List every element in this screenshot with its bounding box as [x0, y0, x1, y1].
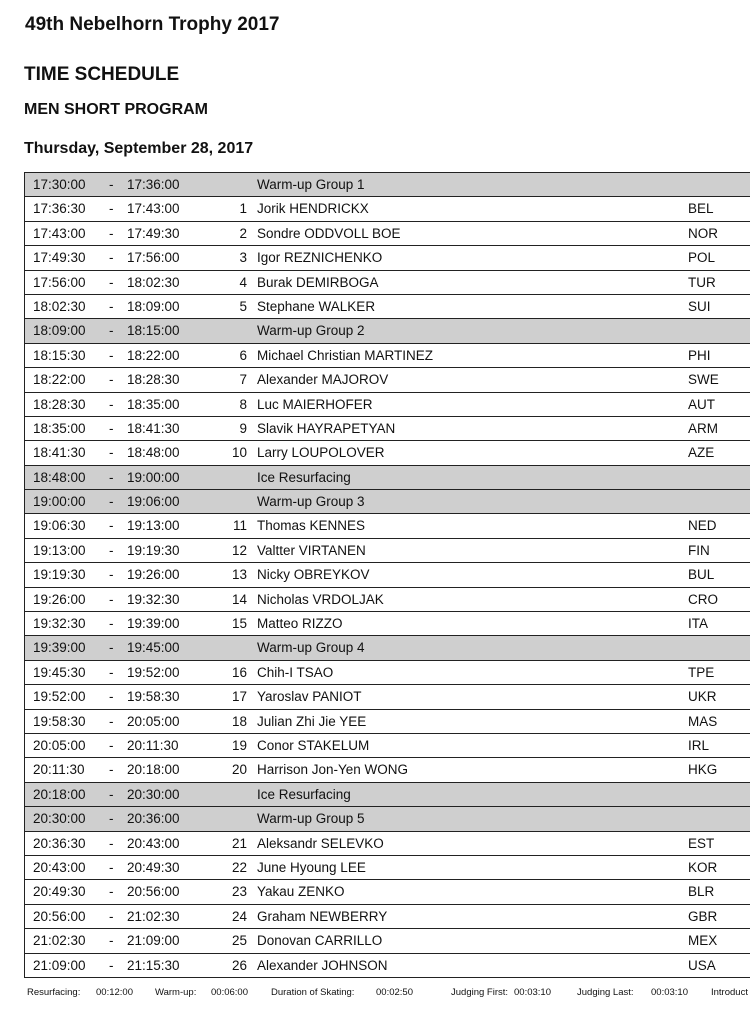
skater-name: Michael Christian MARTINEZ	[257, 347, 434, 363]
start-time: 21:02:30	[33, 933, 86, 949]
starting-number: 2	[239, 225, 247, 241]
starting-number: 22	[231, 859, 247, 875]
starting-number: 14	[231, 591, 247, 607]
end-time: 18:02:30	[127, 274, 180, 290]
skater-name: Valtter VIRTANEN	[257, 542, 366, 558]
schedule-row	[24, 832, 750, 856]
skater-name: Julian Zhi Jie YEE	[257, 713, 367, 729]
nation-code: MAS	[688, 713, 718, 729]
end-time: 18:28:30	[127, 372, 180, 388]
start-time: 17:36:30	[33, 201, 86, 217]
schedule-row	[24, 441, 750, 465]
schedule-row	[24, 271, 750, 295]
end-time: 19:13:00	[127, 518, 180, 534]
end-time: 18:15:00	[127, 323, 180, 339]
end-time: 19:26:00	[127, 567, 180, 583]
starting-number: 26	[231, 957, 247, 973]
schedule-row	[24, 222, 750, 246]
end-time: 21:15:30	[127, 957, 180, 973]
footer-judging-first-label: Judging First:	[451, 987, 509, 998]
end-time: 18:35:00	[127, 396, 180, 412]
starting-number: 5	[239, 298, 247, 314]
end-time: 17:43:00	[127, 201, 180, 217]
time-separator: -	[109, 347, 114, 363]
end-time: 19:39:00	[127, 616, 180, 632]
end-time: 19:06:00	[127, 494, 180, 510]
skater-name: Aleksandr SELEVKO	[257, 835, 384, 851]
starting-number: 21	[231, 835, 247, 851]
skater-name: Warm-up Group 1	[257, 177, 365, 192]
start-time: 20:05:00	[33, 737, 86, 753]
start-time: 18:28:30	[33, 396, 86, 412]
end-time: 20:11:30	[127, 737, 179, 753]
schedule-break-row	[24, 783, 750, 807]
end-time: 20:05:00	[127, 713, 180, 729]
time-separator: -	[109, 274, 114, 290]
footer-judging-first-value: 00:03:10	[514, 987, 551, 998]
starting-number: 15	[231, 616, 247, 632]
time-separator: -	[109, 957, 114, 973]
start-time: 20:36:30	[33, 835, 86, 851]
end-time: 19:00:00	[127, 469, 180, 485]
end-time: 19:58:30	[127, 689, 180, 705]
start-time: 19:32:30	[33, 616, 86, 632]
time-separator: -	[109, 908, 114, 924]
footer-warmup-value: 00:06:00	[211, 987, 248, 998]
start-time: 20:18:00	[33, 786, 86, 802]
time-separator: -	[109, 250, 114, 266]
skater-name: Yaroslav PANIOT	[257, 689, 362, 705]
skater-name: Igor REZNICHENKO	[257, 250, 383, 266]
end-time: 20:49:30	[127, 859, 180, 875]
end-time: 20:56:00	[127, 884, 180, 900]
end-time: 17:49:30	[127, 225, 180, 241]
nation-code: ARM	[688, 420, 718, 436]
footer-judging-last-value: 00:03:10	[651, 987, 688, 998]
skater-name: Conor STAKELUM	[257, 737, 370, 753]
skater-name: Nicholas VRDOLJAK	[257, 591, 384, 607]
starting-number: 24	[231, 908, 247, 924]
schedule-footer	[0, 987, 750, 1003]
time-separator: -	[109, 762, 114, 778]
end-time: 20:36:00	[127, 811, 180, 827]
start-time: 19:06:30	[33, 518, 86, 534]
start-time: 20:56:00	[33, 908, 86, 924]
time-separator: -	[109, 225, 114, 241]
start-time: 17:30:00	[33, 177, 86, 192]
skater-name: Harrison Jon-Yen WONG	[257, 762, 409, 778]
skater-name: Larry LOUPOLOVER	[257, 445, 385, 461]
time-separator: -	[109, 420, 114, 436]
schedule-date: Thursday, September 28, 2017	[24, 140, 254, 157]
nation-code: BLR	[688, 884, 715, 900]
footer-introduction-label: Introduct	[711, 987, 748, 998]
skater-name: Ice Resurfacing	[257, 786, 351, 802]
nation-code: EST	[688, 835, 715, 851]
nation-code: TUR	[688, 274, 716, 290]
schedule-break-row	[24, 173, 750, 197]
skater-name: Nicky OBREYKOV	[257, 567, 370, 583]
schedule-row	[24, 612, 750, 636]
skater-name: Warm-up Group 3	[257, 494, 365, 510]
starting-number: 19	[231, 737, 247, 753]
skater-name: Matteo RIZZO	[257, 616, 343, 632]
nation-code: IRL	[688, 737, 710, 753]
time-separator: -	[109, 591, 114, 607]
start-time: 17:56:00	[33, 274, 86, 290]
schedule-row	[24, 685, 750, 709]
end-time: 17:36:00	[127, 177, 180, 192]
start-time: 19:45:30	[33, 664, 86, 680]
schedule-break-row	[24, 636, 750, 660]
time-separator: -	[109, 713, 114, 729]
time-separator: -	[109, 933, 114, 949]
start-time: 19:52:00	[33, 689, 86, 705]
starting-number: 11	[232, 518, 247, 534]
starting-number: 8	[239, 396, 247, 412]
schedule-row	[24, 393, 750, 417]
nation-code: PHI	[688, 347, 711, 363]
schedule-row	[24, 368, 750, 392]
nation-code: BUL	[688, 567, 715, 583]
time-separator: -	[109, 786, 114, 802]
skater-name: Ice Resurfacing	[257, 469, 351, 485]
schedule-table	[24, 172, 750, 978]
nation-code: GBR	[688, 908, 718, 924]
skater-name: Graham NEWBERRY	[257, 908, 388, 924]
end-time: 19:19:30	[127, 542, 180, 558]
starting-number: 6	[239, 347, 247, 363]
skater-name: Sondre ODDVOLL BOE	[257, 225, 401, 241]
skater-name: Jorik HENDRICKX	[257, 201, 369, 217]
end-time: 19:52:00	[127, 664, 180, 680]
time-separator: -	[109, 396, 114, 412]
nation-code: AUT	[688, 396, 715, 412]
nation-code: AZE	[688, 445, 715, 461]
schedule-break-row	[24, 319, 750, 343]
starting-number: 20	[231, 762, 247, 778]
time-separator: -	[109, 201, 114, 217]
time-separator: -	[109, 859, 114, 875]
end-time: 17:56:00	[127, 250, 180, 266]
nation-code: SUI	[688, 298, 711, 314]
schedule-row	[24, 588, 750, 612]
end-time: 18:09:00	[127, 298, 180, 314]
schedule-break-row	[24, 466, 750, 490]
time-separator: -	[109, 298, 114, 314]
schedule-row	[24, 856, 750, 880]
start-time: 19:00:00	[33, 494, 86, 510]
starting-number: 23	[231, 884, 247, 900]
start-time: 18:02:30	[33, 298, 86, 314]
schedule-row	[24, 880, 750, 904]
start-time: 21:09:00	[33, 957, 86, 973]
skater-name: June Hyoung LEE	[257, 859, 366, 875]
starting-number: 25	[231, 933, 247, 949]
start-time: 19:19:30	[33, 567, 86, 583]
end-time: 19:45:00	[127, 640, 180, 656]
starting-number: 12	[231, 542, 247, 558]
starting-number: 18	[231, 713, 247, 729]
schedule-row	[24, 758, 750, 782]
start-time: 18:41:30	[33, 445, 86, 461]
start-time: 18:09:00	[33, 323, 86, 339]
nation-code: ITA	[688, 616, 708, 632]
nation-code: USA	[688, 957, 716, 973]
skater-name: Chih-I TSAO	[257, 664, 334, 680]
end-time: 18:22:00	[127, 347, 180, 363]
time-separator: -	[109, 884, 114, 900]
skater-name: Alexander MAJOROV	[257, 372, 389, 388]
schedule-row	[24, 344, 750, 368]
start-time: 18:35:00	[33, 420, 86, 436]
end-time: 21:09:00	[127, 933, 180, 949]
schedule-row	[24, 246, 750, 270]
skater-name: Warm-up Group 4	[257, 640, 365, 656]
time-separator: -	[109, 737, 114, 753]
time-separator: -	[109, 689, 114, 705]
schedule-row	[24, 905, 750, 929]
time-separator: -	[109, 518, 114, 534]
starting-number: 7	[239, 372, 247, 388]
end-time: 21:02:30	[127, 908, 180, 924]
footer-warmup-label: Warm-up:	[155, 987, 197, 998]
start-time: 17:49:30	[33, 250, 86, 266]
nation-code: NOR	[688, 225, 718, 241]
schedule-row	[24, 197, 750, 221]
starting-number: 4	[239, 274, 247, 290]
nation-code: CRO	[688, 591, 718, 607]
start-time: 20:11:30	[33, 762, 85, 778]
start-time: 18:22:00	[33, 372, 86, 388]
footer-resurfacing-value: 00:12:00	[96, 987, 133, 998]
schedule-break-row	[24, 490, 750, 514]
time-separator: -	[109, 567, 114, 583]
start-time: 19:13:00	[33, 542, 86, 558]
time-separator: -	[109, 469, 114, 485]
time-separator: -	[109, 542, 114, 558]
skater-name: Luc MAIERHOFER	[257, 396, 373, 412]
time-separator: -	[109, 494, 114, 510]
nation-code: NED	[688, 518, 717, 534]
footer-duration-label: Duration of Skating:	[271, 987, 355, 998]
time-separator: -	[109, 323, 114, 339]
time-separator: -	[109, 811, 114, 827]
schedule-break-row	[24, 807, 750, 831]
schedule-row	[24, 514, 750, 538]
start-time: 19:58:30	[33, 713, 86, 729]
skater-name: Slavik HAYRAPETYAN	[257, 420, 396, 436]
footer-resurfacing-label: Resurfacing:	[27, 987, 81, 998]
schedule-row	[24, 710, 750, 734]
start-time: 19:39:00	[33, 640, 86, 656]
end-time: 20:43:00	[127, 835, 180, 851]
schedule-row	[24, 734, 750, 758]
nation-code: FIN	[688, 542, 710, 558]
nation-code: POL	[688, 250, 716, 266]
start-time: 20:43:00	[33, 859, 86, 875]
time-separator: -	[109, 664, 114, 680]
nation-code: HKG	[688, 762, 718, 778]
starting-number: 13	[231, 567, 247, 583]
starting-number: 10	[231, 445, 247, 461]
start-time: 17:43:00	[33, 225, 86, 241]
schedule-row	[24, 539, 750, 563]
schedule-row	[24, 661, 750, 685]
time-separator: -	[109, 372, 114, 388]
skater-name: Warm-up Group 2	[257, 323, 365, 339]
schedule-row	[24, 417, 750, 441]
time-separator: -	[109, 640, 114, 656]
nation-code: MEX	[688, 933, 718, 949]
skater-name: Warm-up Group 5	[257, 811, 365, 827]
time-separator: -	[109, 445, 114, 461]
nation-code: UKR	[688, 689, 717, 705]
skater-name: Stephane WALKER	[257, 298, 376, 314]
nation-code: SWE	[688, 372, 719, 388]
nation-code: BEL	[688, 201, 714, 217]
end-time: 18:41:30	[127, 420, 180, 436]
skater-name: Donovan CARRILLO	[257, 933, 383, 949]
event-title: 49th Nebelhorn Trophy 2017	[25, 14, 280, 35]
start-time: 18:48:00	[33, 469, 86, 485]
start-time: 18:15:30	[33, 347, 86, 363]
skater-name: Yakau ZENKO	[257, 884, 345, 900]
skater-name: Alexander JOHNSON	[257, 957, 388, 973]
time-separator: -	[109, 177, 114, 192]
starting-number: 1	[239, 201, 247, 217]
document-title: TIME SCHEDULE	[24, 64, 180, 85]
starting-number: 16	[231, 664, 247, 680]
nation-code: TPE	[688, 664, 715, 680]
start-time: 19:26:00	[33, 591, 86, 607]
skater-name: Burak DEMIRBOGA	[257, 274, 379, 290]
schedule-row	[24, 295, 750, 319]
starting-number: 3	[239, 250, 247, 266]
start-time: 20:49:30	[33, 884, 86, 900]
skater-name: Thomas KENNES	[257, 518, 366, 534]
nation-code: KOR	[688, 859, 718, 875]
end-time: 18:48:00	[127, 445, 180, 461]
starting-number: 9	[239, 420, 247, 436]
footer-judging-last-label: Judging Last:	[577, 987, 634, 998]
end-time: 20:18:00	[127, 762, 180, 778]
schedule-row	[24, 954, 750, 978]
time-separator: -	[109, 616, 114, 632]
start-time: 20:30:00	[33, 811, 86, 827]
footer-duration-value: 00:02:50	[376, 987, 413, 998]
time-separator: -	[109, 835, 114, 851]
starting-number: 17	[231, 689, 247, 705]
segment-title: MEN SHORT PROGRAM	[24, 101, 208, 118]
end-time: 19:32:30	[127, 591, 180, 607]
schedule-row	[24, 563, 750, 587]
end-time: 20:30:00	[127, 786, 180, 802]
schedule-row	[24, 929, 750, 953]
